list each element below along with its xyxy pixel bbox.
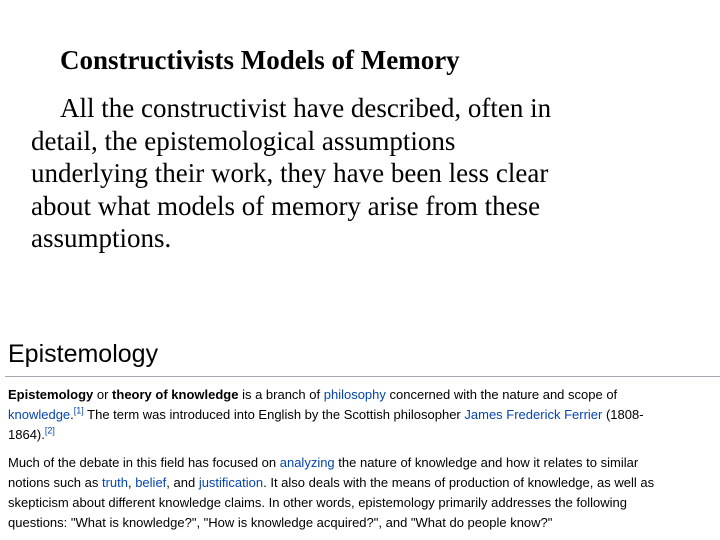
wiki-p1-line-3	[8, 425, 720, 445]
link-philosophy[interactable]: philosophy	[323, 387, 386, 402]
slide-body-text	[31, 92, 681, 255]
text-concerned-with: concerned with the nature and scope of	[385, 387, 618, 402]
text-notions-such-as: notions such as	[8, 475, 102, 490]
wiki-paragraph-1	[8, 385, 720, 445]
link-truth[interactable]: truth	[101, 475, 128, 490]
text-comma: ,	[127, 475, 136, 490]
link-justification[interactable]: justification	[198, 475, 264, 490]
text-nature-of-knowledge: the nature of knowledge and how it relates to similar	[334, 455, 639, 470]
wiki-p2-line-3: skepticism about different knowledge claims. In other words, epistemology primarily addresses the following	[8, 495, 627, 510]
text-period: .	[70, 407, 74, 422]
wiki-paragraph-2	[8, 453, 720, 533]
wikipedia-excerpt-image	[0, 335, 720, 540]
text-ferrier-birth: (1808-	[602, 407, 644, 422]
body-line-4: about what models of memory arise from these	[31, 190, 541, 221]
term-epistemology: Epistemology	[8, 387, 94, 402]
link-james-frederick-ferrier[interactable]: James Frederick Ferrier	[464, 407, 603, 422]
slide-title: Constructivists Models of Memory	[60, 45, 460, 75]
text-ferrier-death: 1864).	[8, 427, 45, 442]
wiki-p1-line-2	[8, 405, 720, 425]
text-branch-of: is a branch of	[238, 387, 324, 402]
link-belief[interactable]: belief	[135, 475, 167, 490]
body-line-2: detail, the epistemological assumptions	[31, 125, 456, 156]
body-line-5: assumptions.	[31, 223, 172, 253]
reference-1-link[interactable]: [1]	[73, 405, 84, 416]
wiki-article-heading: Epistemology	[8, 340, 159, 368]
wiki-p2-line-4: questions: "What is knowledge?", "How is knowledge acquired?", and "What do people know?"	[8, 515, 553, 530]
link-knowledge[interactable]: knowledge	[8, 407, 71, 422]
link-analyzing[interactable]: analyzing	[279, 455, 335, 470]
text-or: or	[93, 387, 113, 402]
reference-2-link[interactable]: [2]	[44, 425, 55, 436]
text-much-of-debate: Much of the debate in this field has focused on	[8, 455, 280, 470]
text-and: , and	[166, 475, 199, 490]
wiki-heading-divider	[5, 376, 720, 377]
body-line-3: underlying their work, they have been less clear	[31, 158, 549, 188]
wiki-p2-line-2	[8, 473, 720, 493]
wiki-p2-line-1	[8, 453, 720, 473]
body-line-1: All the constructivist have described, often in	[60, 93, 552, 123]
text-term-introduced: The term was introduced into English by the Scottish philosopher	[83, 407, 465, 422]
wiki-p1-line-1	[8, 385, 720, 405]
term-theory-of-knowledge: theory of knowledge	[112, 387, 239, 402]
text-means-of-production: . It also deals with the means of production of knowledge, as well as	[263, 475, 655, 490]
